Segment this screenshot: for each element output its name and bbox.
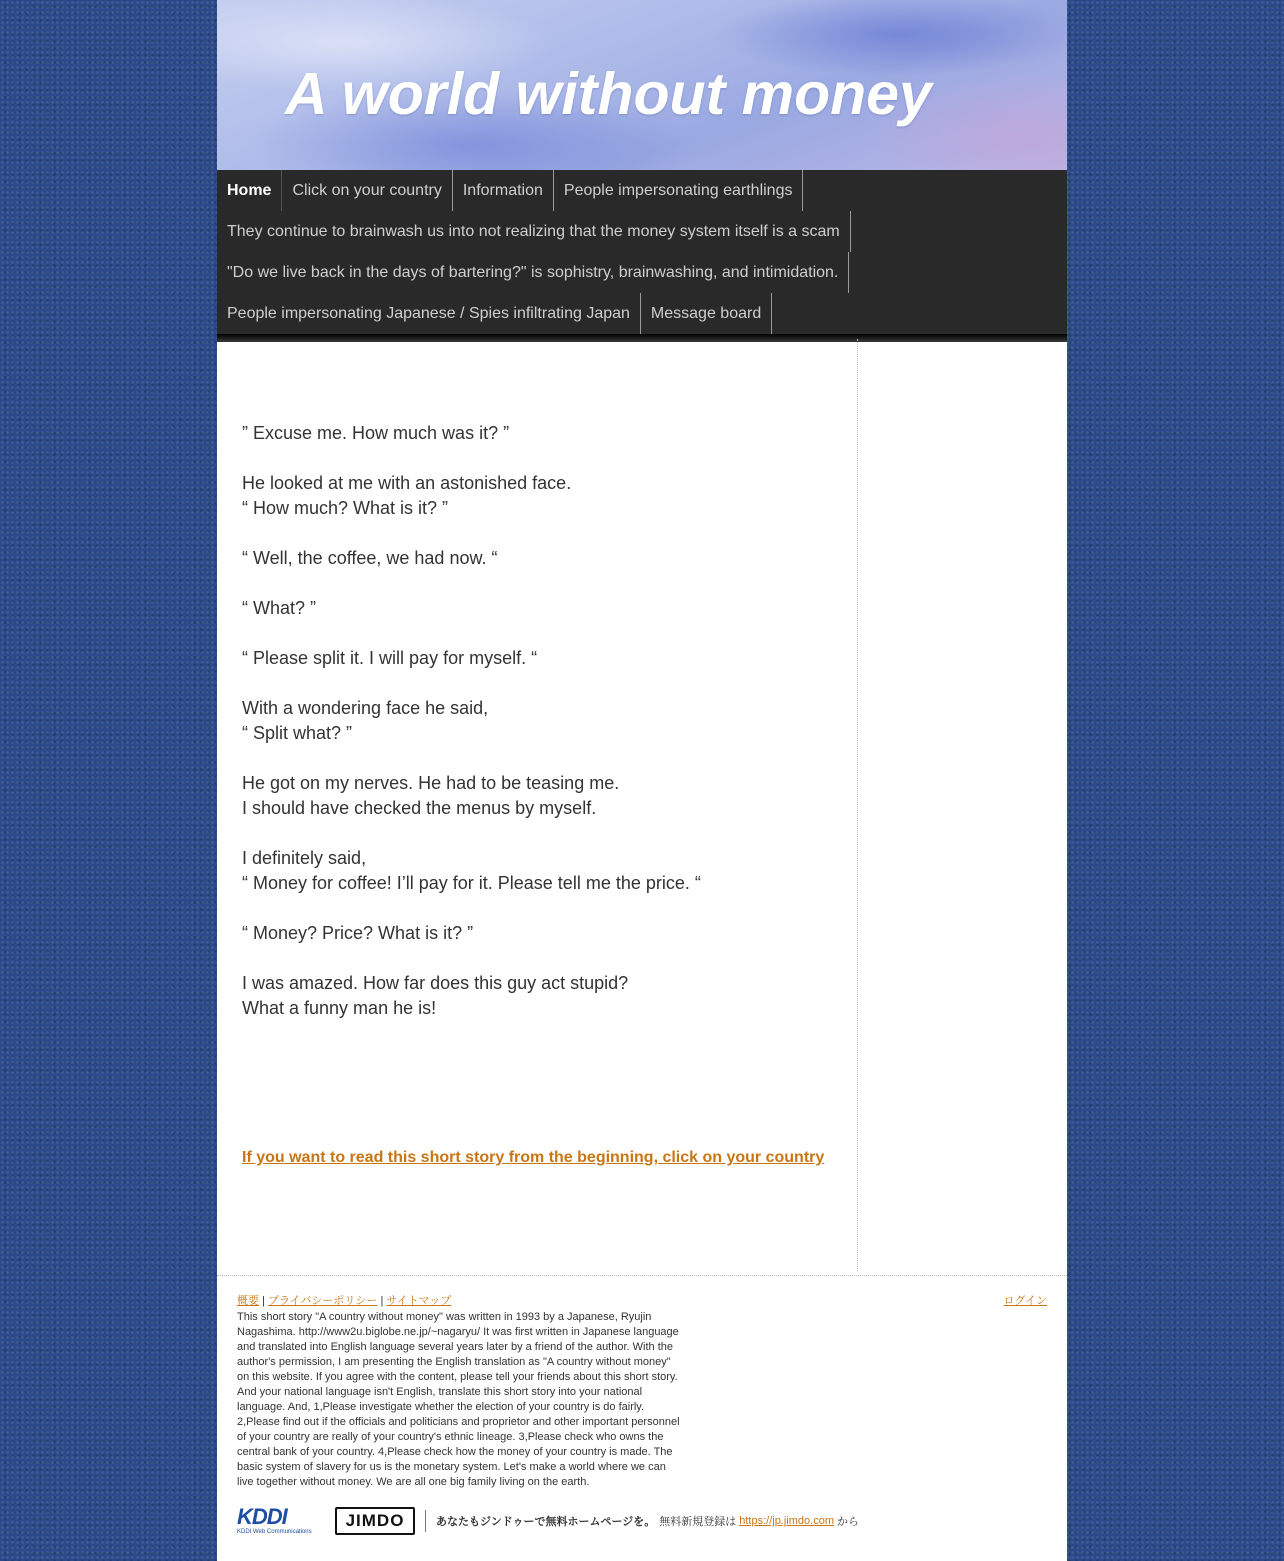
footer-links — [237, 1292, 1047, 1308]
read-from-beginning-link[interactable]: If you want to read this short story from the beginning, click on your country — [242, 1149, 825, 1166]
footer-link-privacy-policy[interactable]: プライバシーポリシー — [267, 1295, 378, 1307]
jimdo-signup-link[interactable]: https://jp.jimdo.com — [739, 1515, 834, 1527]
story-line: I was amazed. How far does this guy act stupid? — [242, 973, 629, 993]
story-line: “ Please split it. I will pay for myself. “ — [242, 648, 538, 668]
site-title[interactable]: A world without money — [285, 61, 932, 127]
story-line — [242, 446, 842, 471]
story-line: He looked at me with an astonished face. — [242, 473, 572, 493]
nav-row-2 — [217, 211, 1067, 252]
story-line: “ Split what? ” — [242, 723, 353, 743]
kddi-logo-subtitle: KDDI Web Communications — [237, 1529, 312, 1535]
story-line — [242, 571, 842, 596]
story-line: “ Well, the coffee, we had now. “ — [242, 548, 498, 568]
nav-row-1 — [217, 170, 1067, 211]
site-footer — [237, 1292, 1047, 1490]
story-line: I should have checked the menus by myself. — [242, 798, 597, 818]
main-navigation — [217, 170, 1067, 336]
story-line: “ What? ” — [242, 598, 317, 618]
nav-item-information[interactable]: Information — [453, 170, 554, 211]
nav-item-bartering[interactable]: "Do we live back in the days of bartering?" is sophistry, brainwashing, and intimidation. — [217, 252, 849, 293]
jimdo-logo[interactable]: JIMDO — [335, 1507, 415, 1535]
nav-item-spies-infiltrating-japan[interactable]: People impersonating Japanese / Spies infiltrating Japan — [217, 293, 641, 334]
jimdo-promo-suffix: から — [837, 1516, 859, 1528]
jimdo-promo-headline: あなたもジンドゥーで無料ホームページを。 — [436, 1516, 656, 1528]
story-line: I definitely said, — [242, 848, 367, 868]
story-line: ” Excuse me. How much was it? ” — [242, 423, 510, 443]
story-line — [242, 521, 842, 546]
nav-row-4 — [217, 293, 1067, 334]
footer-link-separator: | — [380, 1295, 384, 1307]
page-container — [217, 0, 1067, 1561]
jimdo-brand-bar — [237, 1505, 1047, 1537]
login-link[interactable]: ログイン — [1003, 1295, 1047, 1307]
story-line: “ How much? What is it? ” — [242, 498, 449, 518]
nav-item-click-on-your-country[interactable]: Click on your country — [282, 170, 452, 211]
story-line — [242, 746, 842, 771]
footer-link-sitemap[interactable]: サイトマップ — [386, 1295, 452, 1307]
nav-item-brainwash[interactable]: They continue to brainwash us into not realizing that the money system itself is a scam — [217, 211, 851, 252]
kddi-logo-word: KDDI — [237, 1504, 287, 1529]
story-line: With a wondering face he said, — [242, 698, 489, 718]
footer-link-overview[interactable]: 概要 — [237, 1295, 259, 1307]
footer-link-separator: | — [262, 1295, 265, 1307]
nav-item-people-impersonating-earthlings[interactable]: People impersonating earthlings — [554, 170, 804, 211]
story-line: “ Money for coffee! I’ll pay for it. Please tell me the price. “ — [242, 873, 701, 893]
site-header — [217, 0, 1067, 170]
story-line: He got on my nerves. He had to be teasing me. — [242, 773, 620, 793]
story-line: “ Money? Price? What is it? ” — [242, 923, 474, 943]
brand-divider — [425, 1510, 426, 1532]
main-content — [217, 339, 858, 1271]
kddi-logo[interactable] — [237, 1505, 325, 1537]
footer-notice: This short story "A country without money" was written in 1993 by a Japanese, Ryujin Nagashima. http://www2u.biglobe.ne.jp/~nagaryu/ It was first written in Japanese language and translated into English language several years later by a friend of the author. With the author's permission, I am presenting the English translation as "A country without money" on this website. If you agree with the content, please tell your friends about this short story. And your national language isn't English, translate this short story into your national language. And, 1,Please investigate whether the election of your country is do fairly. 2,Please find out if the officials and politicians and proprietor and other important personnel of your country are really of your country's ethnic lineage. 3,Please check who owns the central bank of your country. 4,Please check how the money of your country is made. The basic system of slavery for us is the monetary system. Let's make a world where we can live together without money. We are all one big family living on the earth. — [237, 1311, 680, 1488]
footer-divider — [217, 1275, 1067, 1276]
nav-item-home[interactable]: Home — [217, 170, 282, 211]
jimdo-promo-text: 無料新規登録は — [659, 1516, 737, 1528]
story-line — [242, 946, 842, 971]
story-line — [242, 671, 842, 696]
nav-item-message-board[interactable]: Message board — [641, 293, 772, 334]
story-text — [242, 421, 842, 1021]
nav-row-3 — [217, 252, 1067, 293]
story-line: What a funny man he is! — [242, 998, 437, 1018]
story-line — [242, 621, 842, 646]
story-line — [242, 821, 842, 846]
story-line — [242, 896, 842, 921]
